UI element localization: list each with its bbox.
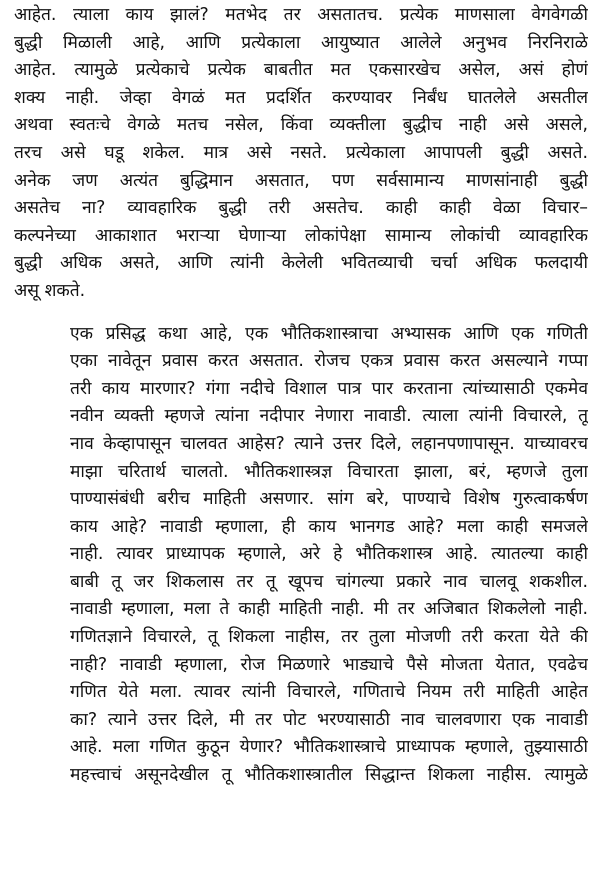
text-line: का? त्याने उत्तर दिले, मी तर पोट भरण्यासाठी नाव चालवणारा एक नावाडी bbox=[70, 709, 588, 730]
paragraph-1 bbox=[14, 2, 588, 306]
text-line: नाही. त्यावर प्राध्यापक म्हणाले, अरे हे भौतिकशास्त्र आहे. त्यातल्या काही bbox=[70, 544, 588, 565]
paragraph-2 bbox=[14, 321, 588, 790]
text-line: नाव केव्हापासून चालवत आहेस? त्याने उत्तर दिले, लहानपणापासून. याच्यावरच bbox=[70, 433, 588, 454]
text-line: महत्त्वाचं असूनदेखील तू भौतिकशास्त्रातील सिद्धान्त शिकला नाहीस. त्यामुळे bbox=[70, 765, 588, 786]
text-line: असतेच ना? व्यावहारिक बुद्धी तरी असतेच. काही काही वेळा विचार– bbox=[14, 198, 588, 219]
text-line: माझा चरितार्थ चालतो. भौतिकशास्त्रज्ञ विचारता झाला, बरं, म्हणजे तुला bbox=[70, 461, 588, 482]
text-line: अथवा स्वतःचे वेगळे मतच नसेल, किंवा व्यक्तीला बुद्धीच नाही असे असले, bbox=[14, 115, 588, 136]
text-line: गणित येते मला. त्यावर त्यांनी विचारले, गणिताचे नियम तरी माहिती आहेत bbox=[70, 682, 588, 703]
text-line: आहे. मला गणित कुठून येणार? भौतिकशास्त्राचे प्राध्यापक म्हणाले, तुझ्यासाठी bbox=[70, 737, 588, 758]
text-line: आहेत. त्याला काय झालं? मतभेद तर असतातच. प्रत्येक माणसाला वेगवेगळी bbox=[14, 5, 588, 25]
text-line: बाबी तू जर शिकलास तर तू खूपच चांगल्या प्रकारे नाव चालवू शकशील. bbox=[70, 571, 588, 592]
text-line: एक प्रसिद्ध कथा आहे, एक भौतिकशास्त्राचा अभ्यासक आणि एक गणिती bbox=[70, 323, 588, 344]
text-line: असू शकते. bbox=[14, 280, 86, 301]
text-line: तरच असे घडू शकेल. मात्र असे नसते. प्रत्येकाला आपापली बुद्धी असते. bbox=[14, 142, 588, 163]
text-line: बुद्धी मिळाली आहे, आणि प्रत्येकाला आयुष्यात आलेले अनुभव निरनिराळे bbox=[14, 32, 588, 53]
text-line: नावाडी म्हणाला, मला ते काही माहिती नाही. मी तर अजिबात शिकलेलो नाही. bbox=[70, 599, 588, 620]
text-line: तरी काय मारणार? गंगा नदीचे विशाल पात्र पार करताना त्यांच्यासाठी एकमेव bbox=[70, 378, 588, 399]
text-line: शक्य नाही. जेव्हा वेगळं मत प्रदर्शित करण्यावर निर्बंध घातलेले असतील bbox=[14, 87, 588, 108]
text-line: कल्पनेच्या आकाशात भराऱ्या घेणाऱ्या लोकांपेक्षा सामान्य लोकांची व्यावहारिक bbox=[14, 225, 588, 246]
text-line: अनेक जण अत्यंत बुद्धिमान असतात, पण सर्वसामान्य माणसांनाही बुद्धी bbox=[14, 170, 588, 191]
text-line: काय आहे? नावाडी म्हणाला, ही काय भानगड आहे? मला काही समजले bbox=[70, 516, 588, 537]
text-line: गणितज्ञाने विचारले, तू शिकला नाहीस, तर तुला मोजणी तरी करता येते की bbox=[70, 627, 588, 648]
text-line: नवीन व्यक्ती म्हणजे त्यांना नदीपार नेणारा नावाडी. त्याला त्यांनी विचारले, तू bbox=[70, 406, 588, 427]
text-line: पाण्यासंबंधी बरीच माहिती असणार. सांग बरे, पाण्याचे विशेष गुरुत्वाकर्षण bbox=[70, 489, 588, 510]
paragraph-gap bbox=[14, 306, 588, 321]
text-line: एका नावेतून प्रवास करत असतात. रोजच एकत्र प्रवास करत असल्याने गप्पा bbox=[70, 351, 588, 372]
text-line: नाही? नावाडी म्हणाला, रोज मिळणारे भाड्याचे पैसे मोजता येतात, एवढेच bbox=[70, 654, 588, 675]
text-line: बुद्धी अधिक असते, आणि त्यांनी केलेली भवितव्याची चर्चा अधिक फलदायी bbox=[14, 253, 588, 274]
text-line: आहेत. त्यामुळे प्रत्येकाचे प्रत्येक बाबतीत मत एकसारखेच असेल, असं होणं bbox=[14, 60, 588, 81]
